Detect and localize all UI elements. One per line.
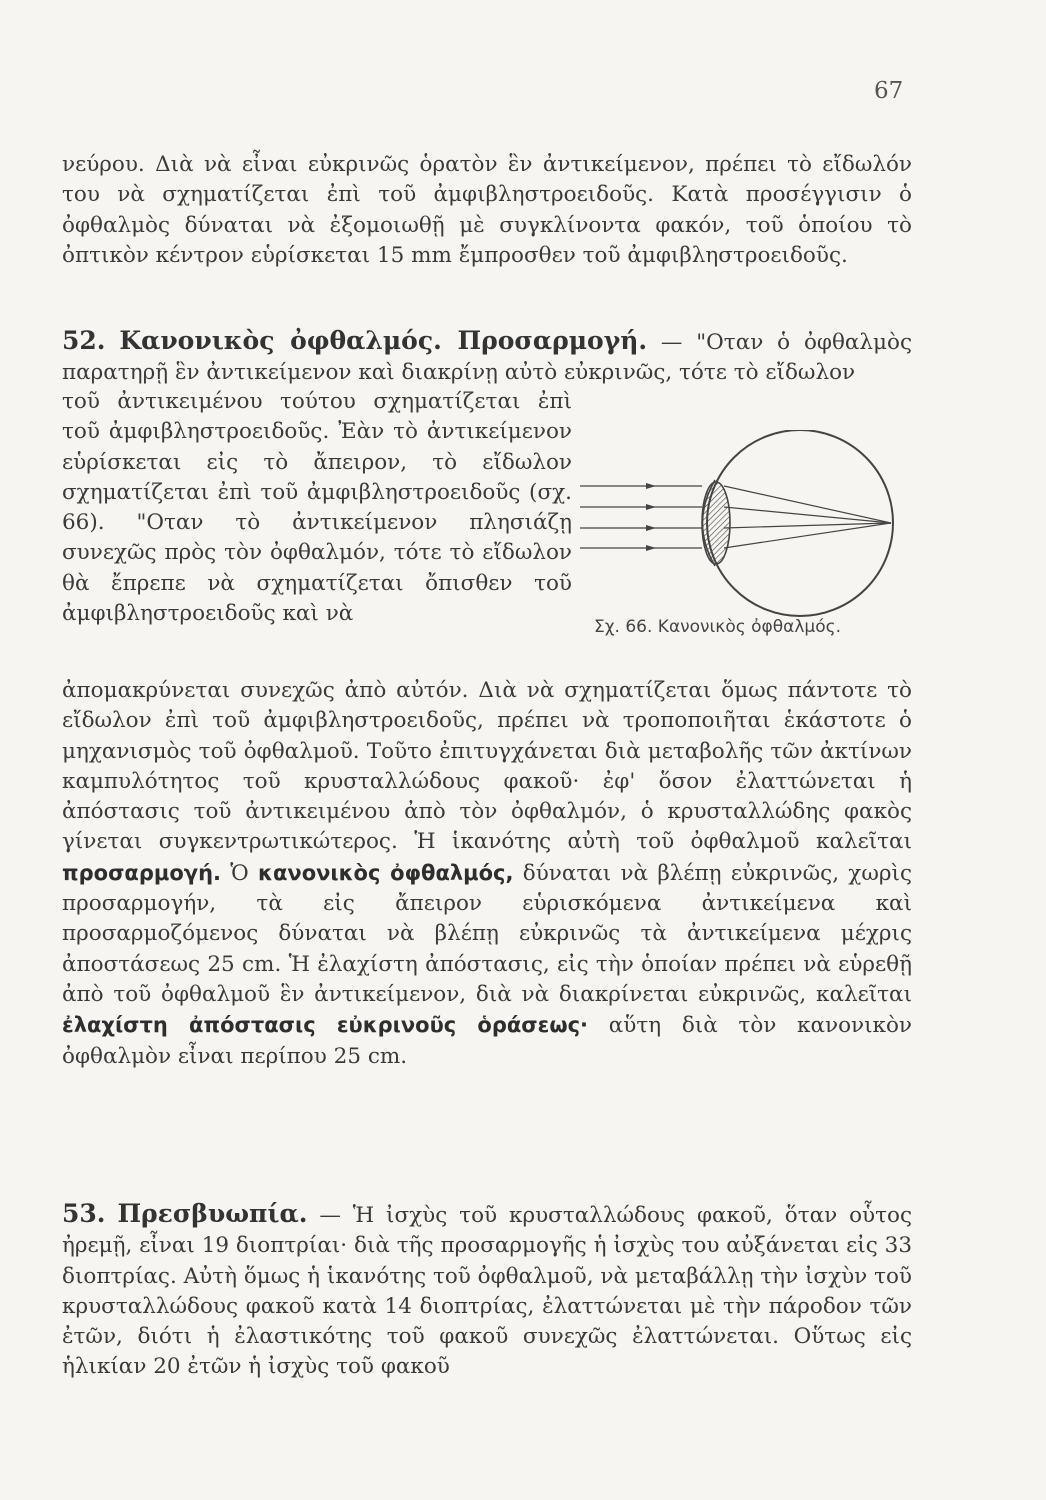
- section-52-text-c: δύναται νὰ βλέπῃ εὐκρινῶς, χωρὶς προσαρμογήν, τὰ εἰς ἄπειρον εὑρισκόμενα ἀντικείμενα καὶ προσαρμοζόμενος δύναται νὰ βλέπῃ εὐκρινῶς τὰ ἀντικείμενα μέχρις ἀποστάσεως 25 cm. Ἡ ἐλαχίστη ἀπόστασις, εἰς τὴν ὁποίαν πρέπει νὰ εὑρεθῇ ἀπὸ τοῦ ὀφθαλμοῦ ἓν ἀντικείμενον, διὰ νὰ διακρίνεται εὐκρινῶς, καλεῖται: [62, 860, 912, 1007]
- eye-diagram: [578, 430, 908, 645]
- term-normal-eye: κανονικὸς ὀφθαλμός,: [258, 860, 514, 885]
- section-52-number: 52.: [62, 326, 106, 355]
- figure-caption: Σχ. 66. Κανονικὸς ὀφθαλμός.: [594, 617, 841, 637]
- section-52-text-d: αὕτη διὰ τὸν κανονικὸν ὀφθαλμὸν εἶναι περίπου 25 cm.: [62, 1013, 912, 1069]
- section-53-paragraph: [62, 1199, 912, 1383]
- ray-arrows: [646, 483, 656, 551]
- section-52-continuation: [62, 676, 912, 1072]
- incoming-rays: [580, 486, 702, 548]
- section-52-title: Κανονικὸς ὀφθαλμός. Προσαρμογή.: [119, 326, 648, 355]
- paragraph-intro: νεύρου. Διὰ νὰ εἶναι εὐκρινῶς ὁρατὸν ἓν ἀντικείμενον, πρέπει τὸ εἴδωλόν του νὰ σχηματίζεται ἐπὶ τοῦ ἀμφιβληστροειδοῦς. Κατὰ προσέγγισιν ὁ ὀφθαλμὸς δύναται νὰ ἐξομοιωθῇ μὲ συγκλίνοντα φακόν, τοῦ ὁποίου τὸ ὀπτικὸν κέντρον εὑρίσκεται 15 mm ἔμπροσθεν τοῦ ἀμφιβληστροειδοῦς.: [62, 152, 912, 268]
- section-53-number: 53.: [62, 1199, 106, 1228]
- section-52-heading-paragraph: [62, 326, 912, 389]
- section-52-text-b: Ὁ: [221, 860, 259, 886]
- section-52-text-a: ἀπομακρύνεται συνεχῶς ἀπὸ αὐτόν. Διὰ νὰ σχηματίζεται ὅμως πάντοτε τὸ εἴδωλον ἐπὶ τοῦ ἀμφιβληστροειδοῦς, πρέπει νὰ τροποποιῆται ἑκάστοτε ὁ μηχανισμὸς τοῦ ὀφθαλμοῦ. Τοῦτο ἐπιτυγχάνεται διὰ μεταβολῆς τῶν ἀκτίνων καμπυλότητος τοῦ κρυσταλλώδους φακοῦ· ἐφ' ὅσον ἐλαττώνεται ἡ ἀπόστασις τοῦ ἀντικειμένου ἀπὸ τὸν ὀφθαλμόν, ὁ κρυσταλλώδης φακὸς γίνεται συγκεντρωτικώτερος. Ἡ ἱκανότης αὐτὴ τοῦ ὀφθαλμοῦ καλεῖται: [62, 678, 912, 855]
- section-53-title: Πρεσβυωπία.: [117, 1199, 308, 1228]
- term-near-point: ἐλαχίστη ἀπόστασις εὐκρινοῦς ὁράσεως·: [62, 1013, 589, 1038]
- section-52-wrapped-text: τοῦ ἀντικειμένου τούτου σχηματίζεται ἐπὶ τοῦ ἀμφιβληστροειδοῦς. Ἐὰν τὸ ἀντικείμενον εὑρίσκεται εἰς τὸ ἄπειρον, τὸ εἴδωλον σχηματίζεται ἐπὶ τοῦ ἀμφιβληστροειδοῦς (σχ. 66). "Οταν τὸ ἀντικείμενον πλησιάζῃ συνεχῶς πρὸς τὸν ὀφθαλμόν, τότε τὸ εἴδωλον θὰ ἔπρεπε νὰ σχηματίζεται ὄπισθεν τοῦ ἀμφιβληστροειδοῦς καὶ νὰ: [62, 389, 572, 627]
- eyeball-outline: [707, 430, 893, 616]
- section-53-text: — Ἡ ἰσχὺς τοῦ κρυσταλλώδους φακοῦ, ὅταν οὗτος ἠρεμῇ, εἶναι 19 διοπτρίαι· διὰ τῆς προσαρμογῆς ἡ ἰσχὺς του αὐξάνεται εἰς 33 διοπτρίας. Αὐτὴ ὅμως ἡ ἱκανότης τοῦ ὀφθαλμοῦ, νὰ μεταβάλλῃ τὴν ἰσχὺν τοῦ κρυσταλλώδους φακοῦ κατὰ 14 διοπτρίας, ἐλαττώνεται μὲ τὴν πάροδον τῶν ἐτῶν, διότι ἡ ἐλαστικότης τοῦ φακοῦ συνεχῶς ἐλαττώνεται. Οὕτως εἰς ἡλικίαν 20 ἐτῶν ἡ ἰσχὺς τοῦ φακοῦ: [62, 1203, 912, 1380]
- refracted-rays: [724, 486, 891, 548]
- section-52-intro: — "Οταν ὁ ὀφθαλμὸς παρατηρῇ ἓν ἀντικείμενον καὶ διακρίνῃ αὐτὸ εὐκρινῶς, τότε τὸ εἴδωλον: [62, 330, 912, 386]
- eye-diagram-svg: [578, 430, 908, 645]
- term-accommodation: προσαρμογή.: [62, 860, 221, 885]
- page-number: 67: [874, 78, 904, 104]
- crystalline-lens: [702, 482, 730, 564]
